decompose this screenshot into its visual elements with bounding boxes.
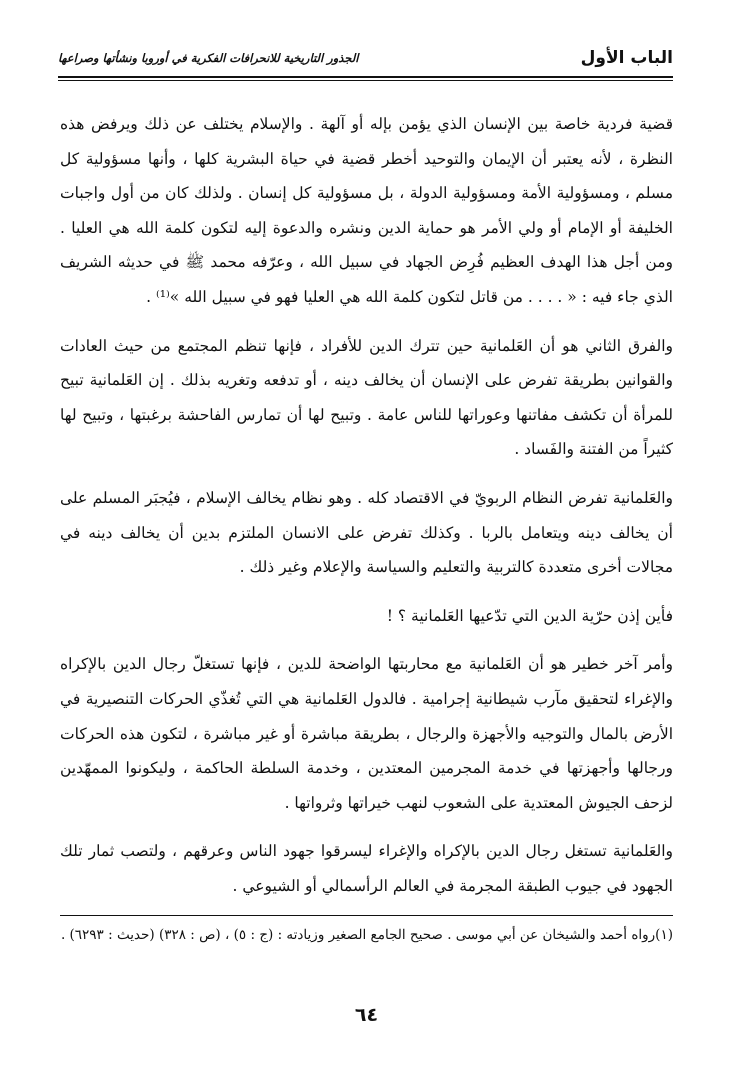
main-text (60, 107, 673, 903)
chapter-label: الباب الأول (580, 48, 673, 68)
page-number: ٦٤ (354, 1004, 379, 1026)
paragraph-2: والفرق الثاني هو أن العَلمانية حين تترك الدين للأفراد ، فإنها تنظم المجتمع من حيث العادات والقوانين بطريقة تفرض على الإنسان أن يخالف دينه ، أو تدفعه وتغريه بذلك . إن العَلمانية تبيح للمرأة أن تكشف مفاتنها وعوراتها للناس عامة . وتبيح لها أن تمارس الفاحشة برغبتها ، وتبيح لها كثيراً من الفتنة والفَساد . (60, 336, 673, 459)
paragraph-6: والعَلمانية تستغل رجال الدين بالإكراه والإغراء ليسرقوا جهود الناس وعرقهم ، ولتصب ثمار تلك الجهود في جيوب الطبقة المجرمة في العالم الرأسمالي أو الشيوعي . (60, 842, 673, 895)
header-divider (58, 80, 673, 81)
paragraph-4: فأين إذن حرّية الدين التي تدّعيها العَلمانية ؟ ! (386, 606, 673, 625)
paragraph-5: وأمر آخر خطير هو أن العَلمانية مع محاربتها الواضحة للدين ، فإنها تستغلّ رجال الدين بالإكراه والإغراء لتحقيق مآرب شيطانية إجرامية . فالدول العَلمانية هي التي تُغذّي الحركات التنصيرية في الأرض بالمال والتوجيه والأجهزة والرجال ، بطريقة مباشرة أو غير مباشرة ، لتكون هذه الحركات ورجالها وأجهزتها في خدمة المجرمين المعتدين ، وخدمة السلطة الحاكمة ، وليكونوا الممهّدين لزحف الجيوش المعتدية على الشعوب لنهب خيراتها وثرواتها . (60, 655, 673, 812)
paragraph-3: والعَلمانية تفرض النظام الربويّ في الاقتصاد كله . وهو نظام يخالف الإسلام ، فيُجبَر المسلم على أن يخالف دينه ويتعامل بالربا . وكذلك تفرض على الانسان الملتزم بدين أن يخالف دينه في مجالات أخرى متعددة كالتربية والتعليم والسياسة والإعلام وغير ذلك . (60, 488, 673, 577)
running-header (58, 40, 673, 78)
chapter-title: الجذور التاريخية للانحرافات الفكرية في أوروبا ونشأتها وصراعها (58, 51, 359, 65)
footnote: (١)رواه أحمد والشيخان عن أبي موسى . صحيح الجامع الصغير وزيادته : (ج : ٥) ، (ص : ٣٢٨) (حديث : ٦٢٩٣) . (60, 927, 673, 943)
paragraph-1: قضية فردية خاصة بين الإنسان الذي يؤمن بإله أو آلهة . والإسلام يختلف عن ذلك ويرفض هذه النظرة ، لأنه يعتبر أن الإيمان والتوحيد أخطر قضية في حياة البشرية كلها ، وأنها مسؤولية كل مسلم ، ومسؤولية الأمة ومسؤولية الدولة ، بل مسؤولية كل إنسان . ولذلك كان من أول واجبات الخليفة أو الإمام أو ولي الأمر هو حماية الدين ونشره والدعوة إليه لتكون كلمة الله هي العليا . ومن أجل هذا الهدف العظيم فُرِض الجهاد في سبيل الله ، وعرّفه محمد ﷺ في حديثه الشريف الذي جاء فيه : « . . . . من قاتل لتكون كلمة الله هي العليا فهو في سبيل الله »⁽¹⁾ . (60, 115, 673, 306)
footnote-divider (60, 915, 673, 916)
